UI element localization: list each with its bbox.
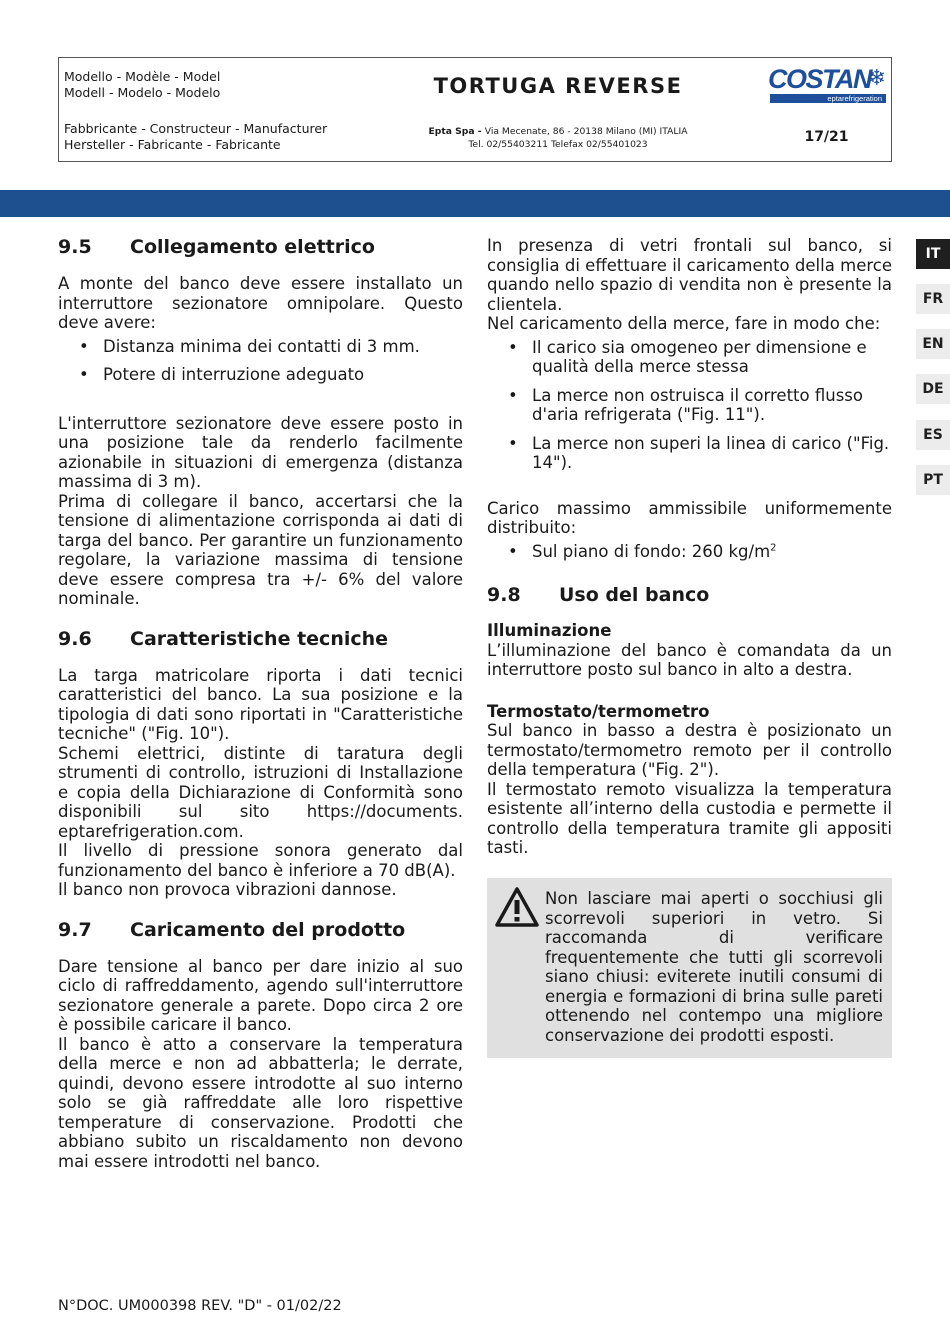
- snowflake-icon: ❄: [867, 66, 886, 91]
- model-title: TORTUGA REVERSE: [433, 73, 683, 98]
- list-item: • Distanza minima dei contatti di 3 mm.: [58, 337, 463, 357]
- paragraph: Prima di collegare il banco, accertarsi che la tensione di alimentazione corrisponda ai dati di targa del banco. Per garantire un funzionamento regolare, la variazione massima di tensione deve essere compresa tra +/- 6% del valore nominale.: [58, 491, 463, 608]
- bullet-list: [487, 338, 892, 473]
- lang-tab-pt[interactable]: PT: [916, 465, 950, 495]
- company-address: Via Mecenate, 86 - 20138 Milano (MI) ITALIA: [484, 126, 688, 137]
- company-name: Epta Spa -: [428, 126, 485, 137]
- paragraph: Schemi elettrici, distinte di taratura degli strumenti di controllo, istruzioni di Installazione e copia della Dichiarazione di Conformità sono disponibili sul sito https://documents. eptarefrigeration.com.: [58, 743, 463, 841]
- subheading: Termostato/termometro: [487, 701, 710, 721]
- document-header: [58, 57, 892, 162]
- section-heading-9-5: [58, 235, 463, 259]
- brand-logo: [762, 58, 891, 113]
- model-label: [59, 58, 354, 113]
- section-number: 9.5: [58, 236, 92, 258]
- section-title: Uso del banco: [559, 584, 710, 606]
- warning-text: Non lasciare mai aperti o socchiusi gli scorrevoli superiori in vetro. Si raccomanda di verificare frequentemente che tutti gli scorrevoli siano chiusi: eviterete inutili consumi di energia e formazioni di brina sulle pareti ottenendo nel contempo una migliore conservazione dei prodotti esposti.: [545, 889, 883, 1045]
- section-heading-9-8: [487, 583, 892, 607]
- page-number: 17/21: [804, 129, 849, 145]
- logo-text: COSTAN: [768, 64, 871, 94]
- header-band: [0, 190, 950, 217]
- lang-tab-de[interactable]: DE: [916, 374, 950, 404]
- load-text: Sul piano di fondo: 260 kg/m: [532, 541, 771, 561]
- paragraph: Il termostato remoto visualizza la temperatura esistente all’interno della custodia e permette il controllo della temperatura tramite gli appositi tasti.: [487, 779, 892, 857]
- load-superscript: 2: [770, 542, 777, 553]
- lang-tab-es[interactable]: ES: [916, 420, 950, 450]
- document-number: N°DOC. UM000398 REV. "D" - 01/02/22: [58, 1298, 342, 1314]
- section-number: 9.7: [58, 918, 92, 941]
- paragraph: Il banco non provoca vibrazioni dannose.: [58, 880, 397, 899]
- list-item: • Potere di interruzione adeguato: [58, 365, 463, 385]
- section-title: Caricamento del prodotto: [130, 918, 406, 941]
- section-heading-9-6: [58, 627, 463, 651]
- paragraph: Carico massimo ammissibile uniformemente distribuito:: [487, 498, 892, 537]
- lang-tab-fr[interactable]: FR: [916, 284, 950, 314]
- manufacturer-label: [59, 113, 354, 161]
- section-number: 9.6: [58, 627, 92, 650]
- list-item: • Il carico sia omogeneo per dimensione e qualità della merce stessa: [487, 338, 892, 377]
- model-label-line1: Modello - Modèle - Model: [64, 69, 221, 84]
- lang-tab-en[interactable]: EN: [916, 329, 950, 359]
- company-phone: Tel. 02/55403211 Telefax 02/55401023: [468, 139, 648, 150]
- paragraph: L'interruttore sezionatore deve essere posto in una posizione tale da renderlo facilmente azionabile in situazioni di emergenza (distanza massima di 3 m).: [58, 413, 463, 491]
- warning-box: [487, 878, 892, 1058]
- paragraph: Sul banco in basso a destra è posizionato un termostato/termometro remoto per il controllo della temperatura ("Fig. 2").: [487, 721, 892, 779]
- paragraph: L’illuminazione del banco è comandata da un interruttore posto sul banco in alto a destra.: [487, 640, 892, 679]
- list-item: • La merce non ostruisca il corretto flusso d'aria refrigerata ("Fig. 11").: [487, 386, 892, 425]
- bullet-list: [58, 337, 463, 385]
- section-title: Caratteristiche tecniche: [130, 627, 389, 650]
- manufacturer-label-line2: Hersteller - Fabricante - Fabricante: [64, 137, 281, 152]
- paragraph: Il livello di pressione sonora generato dal funzionamento del banco è inferiore a 70 dB(A).: [58, 841, 463, 880]
- left-column: [58, 235, 463, 1171]
- manufacturer-address: [354, 113, 762, 161]
- paragraph: A monte del banco deve essere installato un interruttore sezionatore omnipolare. Questo deve avere:: [58, 274, 463, 332]
- warning-triangle-icon: [494, 886, 540, 928]
- manufacturer-label-line1: Fabbricante - Constructeur - Manufacturer: [64, 121, 328, 136]
- paragraph: Nel caricamento della merce, fare in modo che:: [487, 314, 881, 333]
- right-column: [487, 236, 892, 858]
- subheading: Illuminazione: [487, 621, 612, 640]
- logo-tagline: eptarefrigeration: [770, 94, 886, 103]
- paragraph: La targa matricolare riporta i dati tecnici caratteristici del banco. La sua posizione e la tipologia di dati sono riportati in "Caratteristiche tecniche" ("Fig. 10").: [58, 665, 463, 743]
- paragraph: Dare tensione al banco per dare inizio al suo ciclo di raffreddamento, agendo sull'interruttore sezionatore generale a parete. Dopo circa 2 ore è possibile caricare il banco.: [58, 956, 463, 1034]
- section-heading-9-7: [58, 918, 463, 942]
- bullet-list: [487, 542, 892, 562]
- model-label-line2: Modell - Modelo - Modelo: [64, 85, 221, 100]
- list-item: • La merce non superi la linea di carico ("Fig. 14").: [487, 434, 892, 473]
- lang-tab-it[interactable]: IT: [916, 239, 950, 269]
- section-title: Collegamento elettrico: [130, 236, 375, 258]
- list-item: [487, 542, 892, 562]
- paragraph: Il banco è atto a conservare la temperatura della merce e non ad abbatterla; le derrate, quindi, devono essere introdotte al suo interno solo se già raffreddate alle loro rispettive temperature di conservazione. Prodotti che abbiano subito un riscaldamento non devono mai essere introdotti nel banco.: [58, 1034, 463, 1171]
- section-number: 9.8: [487, 584, 521, 606]
- paragraph: In presenza di vetri frontali sul banco, si consiglia di effettuare il caricamento della merce quando nello spazio di vendita non è presente la clientela.: [487, 236, 892, 314]
